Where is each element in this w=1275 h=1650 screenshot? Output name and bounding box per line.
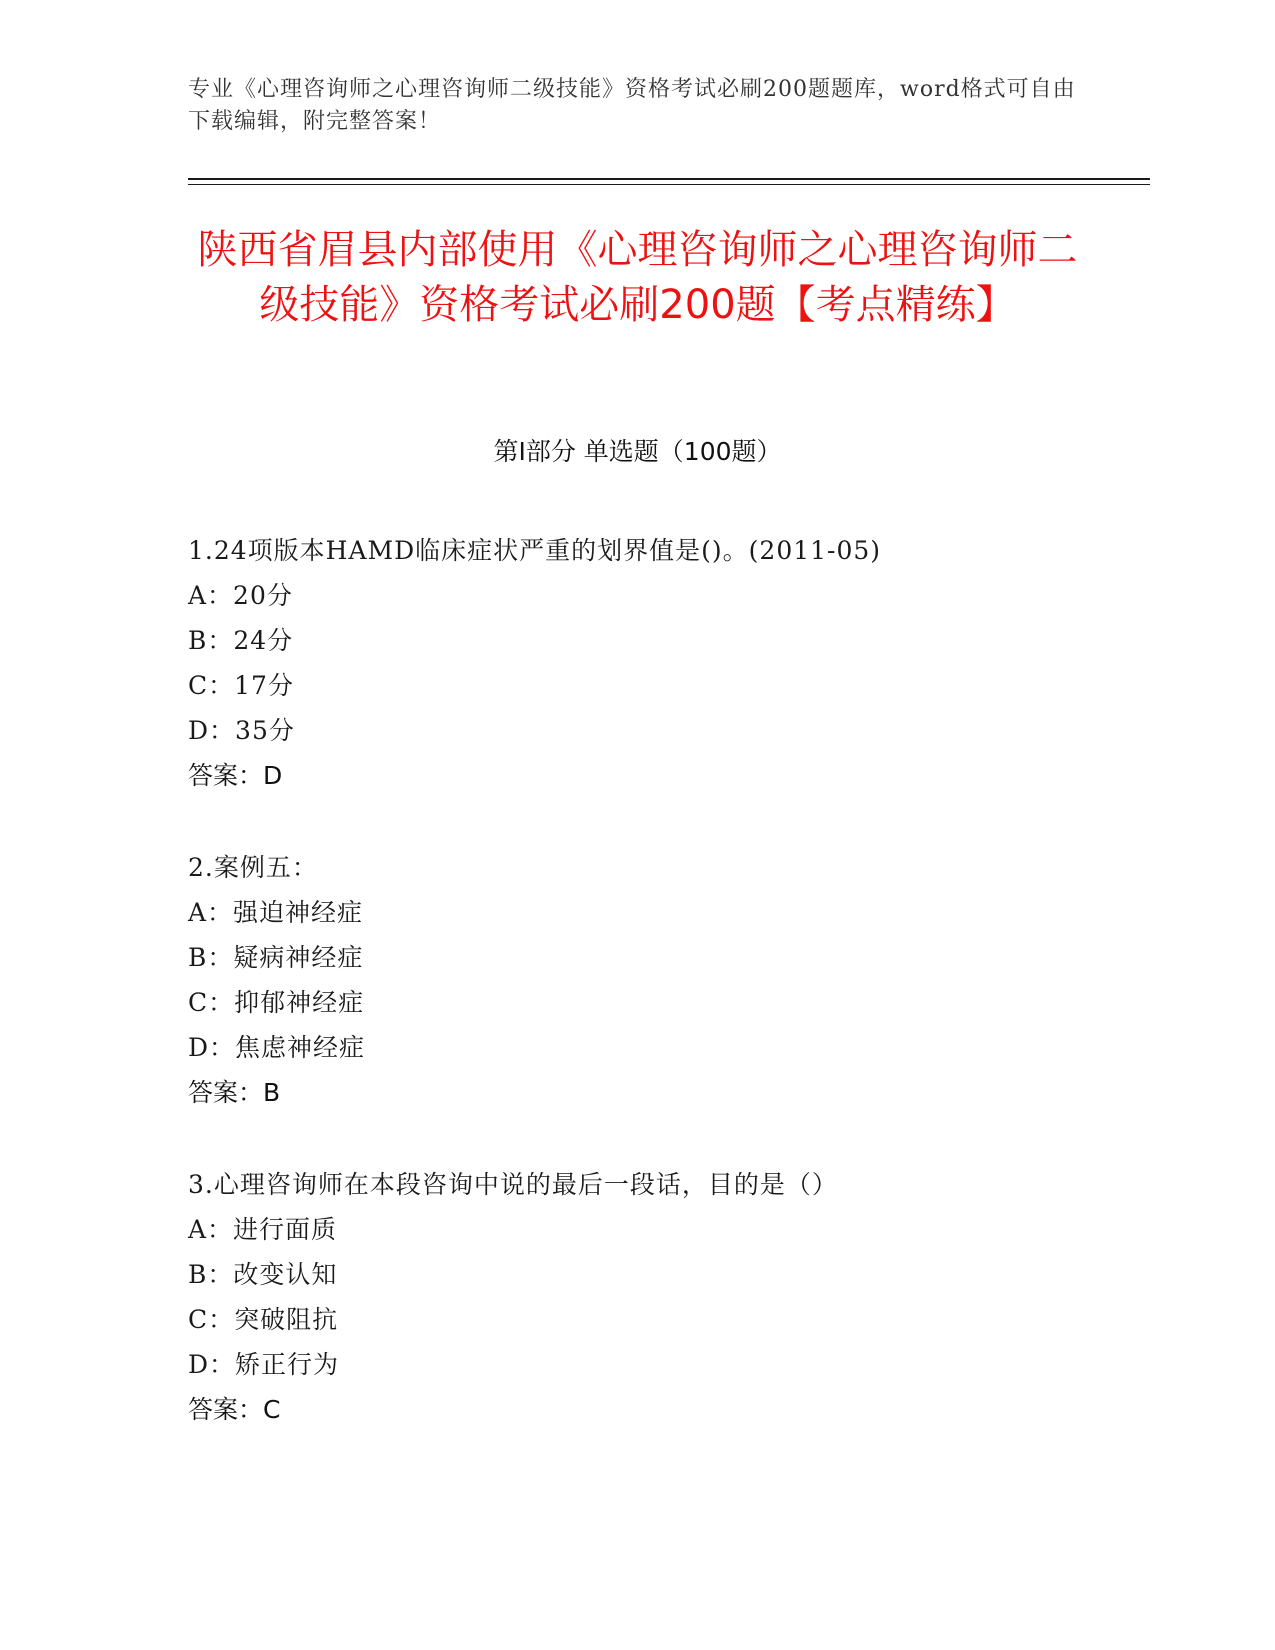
option-c: C：突破阻抗 (188, 1305, 339, 1334)
option-c: C：抑郁神经症 (188, 988, 365, 1017)
question-stem: 3.心理咨询师在本段咨询中说的最后一段话，目的是（） (188, 1170, 838, 1199)
option-a: A：进行面质 (188, 1215, 338, 1244)
question-list (188, 528, 1148, 1479)
option-b: B：24分 (188, 626, 294, 655)
question-item (188, 528, 1148, 799)
option-d: D：焦虑神经症 (188, 1033, 366, 1062)
header-divider-thin (188, 184, 1150, 185)
option-c: C：17分 (188, 671, 294, 700)
option-b: B：改变认知 (188, 1260, 338, 1289)
answer-line: 答案：D (188, 761, 283, 790)
option-d: D：35分 (188, 716, 295, 745)
header-divider-thick (188, 178, 1150, 180)
question-stem: 1.24项版本HAMD临床症状严重的划界值是()。(2011-05) (188, 536, 882, 565)
question-item (188, 1162, 1148, 1433)
section-heading: 第I部分 单选题（100题） (493, 437, 782, 466)
header-note: 专业《心理咨询师之心理咨询师二级技能》资格考试必刷200题题库，word格式可自由下载编辑，附完整答案！ (188, 77, 1076, 134)
answer-line: 答案：C (188, 1395, 281, 1424)
option-a: A：20分 (188, 581, 293, 610)
option-b: B：疑病神经症 (188, 943, 364, 972)
answer-line: 答案：B (188, 1078, 281, 1107)
option-d: D：矫正行为 (188, 1350, 340, 1379)
question-item (188, 845, 1148, 1116)
option-a: A：强迫神经症 (188, 898, 364, 927)
question-stem: 2.案例五： (188, 853, 318, 882)
document-title: 陕西省眉县内部使用《心理咨询师之心理咨询师二级技能》资格考试必刷200题【考点精练】 (197, 227, 1078, 328)
